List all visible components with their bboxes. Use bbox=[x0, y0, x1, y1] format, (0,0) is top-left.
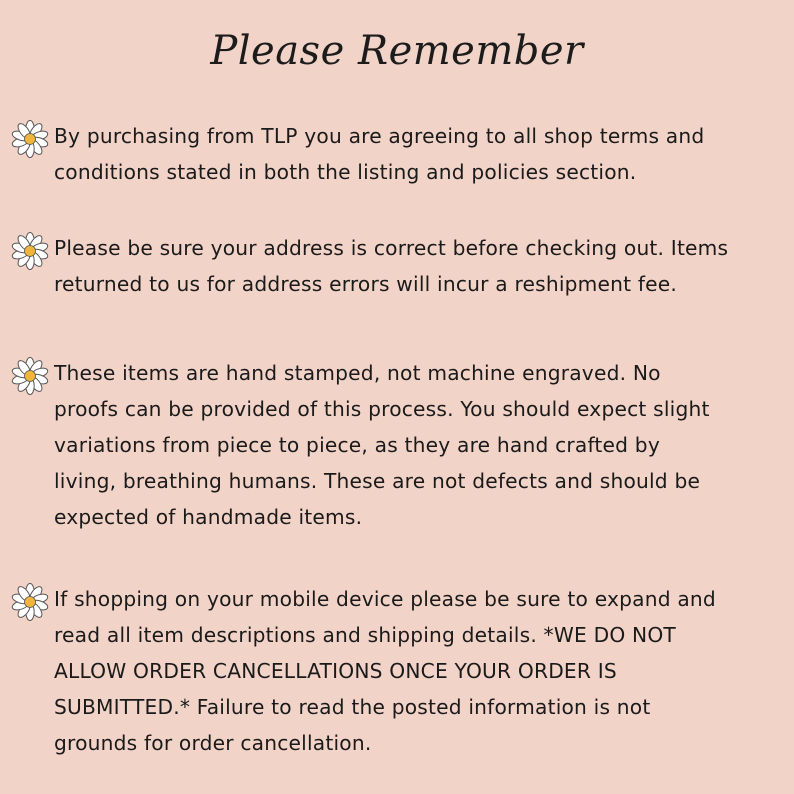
page-title: Please Remember bbox=[210, 28, 584, 74]
item-line: proofs can be provided of this process. You should expect slight bbox=[54, 397, 710, 421]
daisy-icon bbox=[8, 582, 52, 622]
item-line: read all item descriptions and shipping details. *WE DO NOT bbox=[54, 623, 676, 647]
daisy-icon bbox=[8, 119, 52, 159]
daisy-icon bbox=[8, 231, 52, 271]
list-item-hand-stamped bbox=[8, 355, 783, 535]
item-line: conditions stated in both the listing and policies section. bbox=[54, 160, 637, 184]
item-text bbox=[54, 230, 783, 302]
list-item-terms bbox=[8, 118, 783, 190]
item-text bbox=[54, 581, 783, 761]
item-line: expected of handmade items. bbox=[54, 505, 363, 529]
item-line: returned to us for address errors will incur a reshipment fee. bbox=[54, 272, 678, 296]
list-item-mobile-cancellations bbox=[8, 581, 783, 761]
item-line: variations from piece to piece, as they are hand crafted by bbox=[54, 433, 660, 457]
item-line: ALLOW ORDER CANCELLATIONS ONCE YOUR ORDER IS bbox=[54, 659, 617, 683]
daisy-icon bbox=[8, 356, 52, 396]
item-line: By purchasing from TLP you are agreeing to all shop terms and bbox=[54, 124, 705, 148]
item-line: Please be sure your address is correct before checking out. Items bbox=[54, 236, 729, 260]
item-text bbox=[54, 355, 783, 535]
item-line: living, breathing humans. These are not defects and should be bbox=[54, 469, 701, 493]
item-line: If shopping on your mobile device please be sure to expand and bbox=[54, 587, 716, 611]
item-line: SUBMITTED.* Failure to read the posted information is not bbox=[54, 695, 651, 719]
list-item-address bbox=[8, 230, 783, 302]
item-text bbox=[54, 118, 783, 190]
item-line: These items are hand stamped, not machine engraved. No bbox=[54, 361, 661, 385]
item-line: grounds for order cancellation. bbox=[54, 731, 372, 755]
